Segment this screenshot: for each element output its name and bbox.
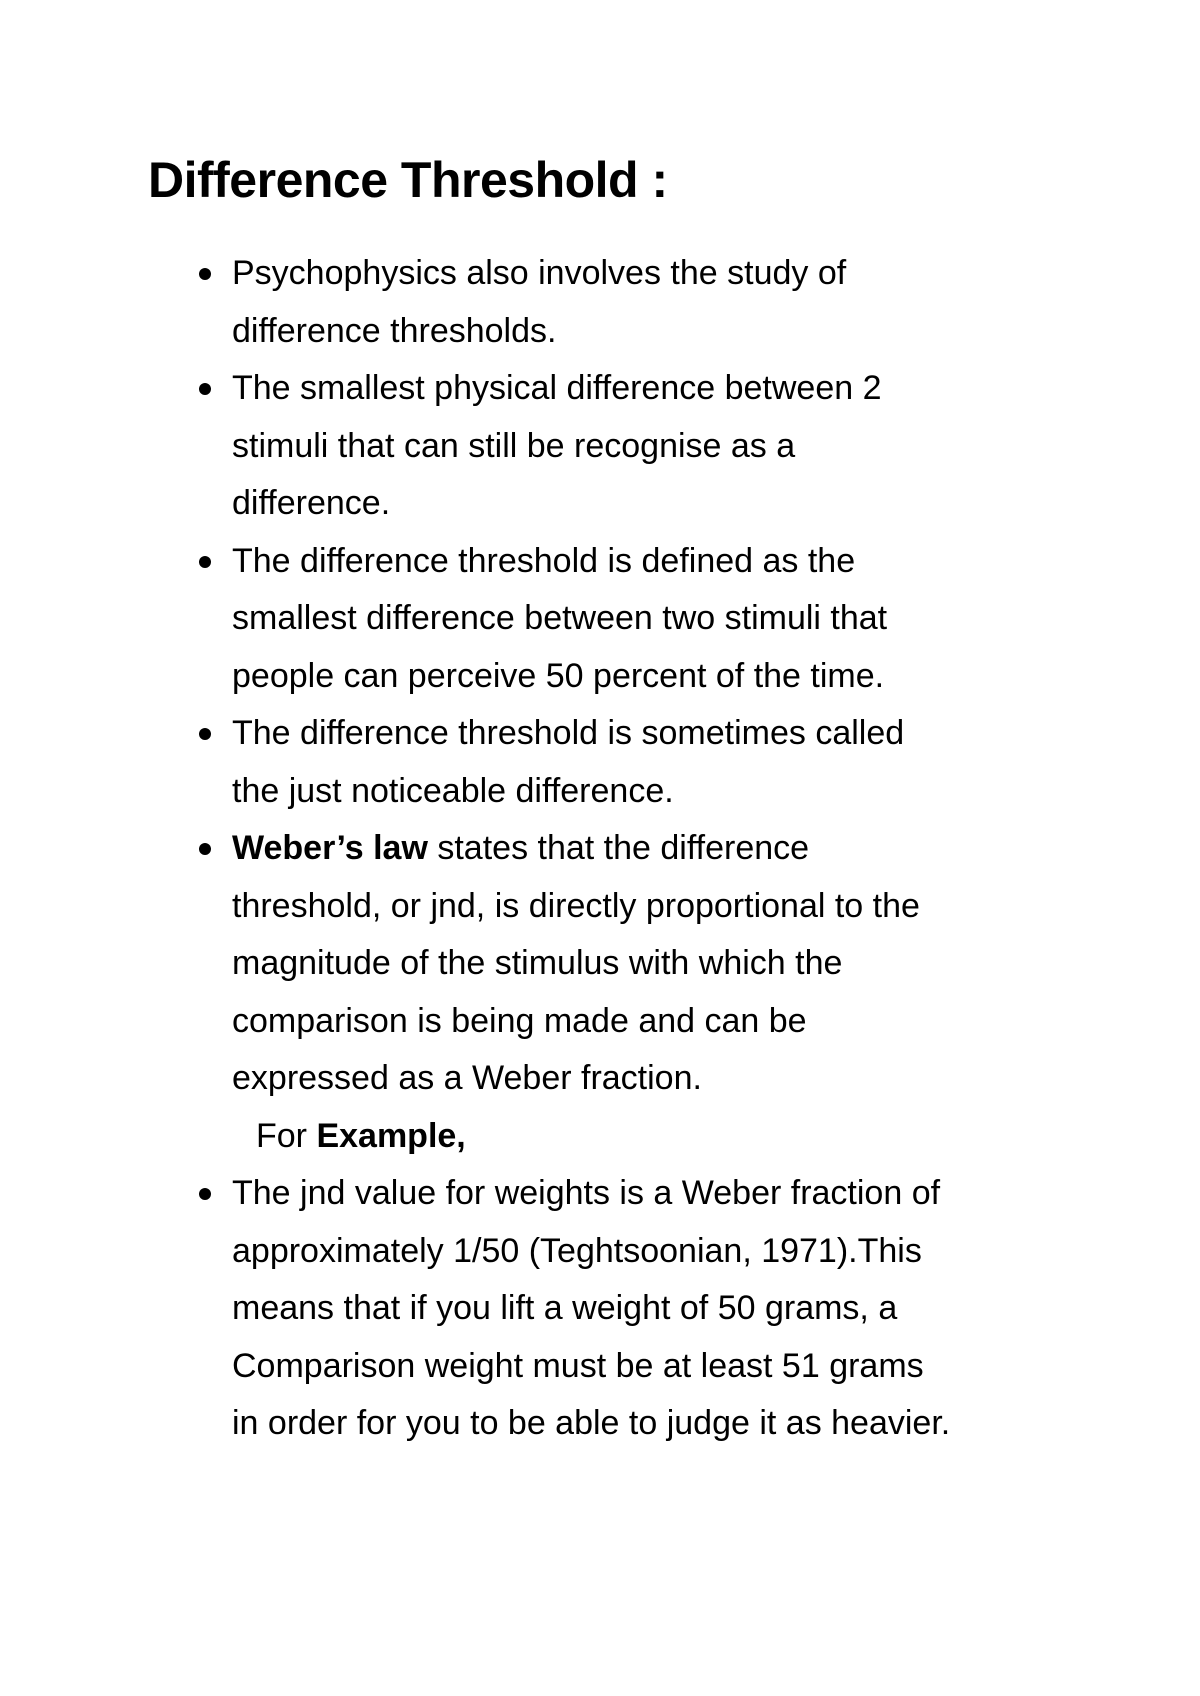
text-line: approximately 1/50 (Teghtsoonian, 1971).This xyxy=(232,1231,922,1270)
text-line: The smallest physical difference between 2 xyxy=(232,369,882,407)
list-item-webers-law xyxy=(232,820,1092,1108)
text-line: the just noticeable difference. xyxy=(232,771,674,810)
text-line: expressed as a Weber fraction. xyxy=(232,1059,702,1097)
example-heading xyxy=(232,1108,1092,1166)
text-line: threshold, or jnd, is directly proportional to the xyxy=(232,886,920,925)
webers-law-term: Weber’s law xyxy=(232,829,428,867)
bullet-list xyxy=(232,245,1092,1453)
text-line: Psychophysics also involves the study of xyxy=(232,254,847,292)
text-line: The difference threshold is defined as the xyxy=(232,541,856,580)
bullet-icon xyxy=(199,268,211,280)
text-line: means that if you lift a weight of 50 grams, a xyxy=(232,1289,898,1327)
text-line xyxy=(232,820,1092,878)
text-line: difference thresholds. xyxy=(232,311,557,350)
text-line: The jnd value for weights is a Weber fraction of xyxy=(232,1174,941,1212)
list-item xyxy=(232,1165,1092,1453)
list-item xyxy=(232,360,1092,533)
text-line: Comparison weight must be at least 51 grams xyxy=(232,1346,924,1385)
text-line: people can perceive 50 percent of the time. xyxy=(232,656,885,695)
text-line: difference. xyxy=(232,484,391,522)
text-line: in order for you to be able to judge it as heavier. xyxy=(232,1404,951,1442)
example-prefix: For xyxy=(256,1116,317,1155)
text-line: smallest difference between two stimuli that xyxy=(232,599,888,637)
list-item xyxy=(232,705,1092,820)
bullet-icon xyxy=(199,556,211,568)
text-fragment: states that the difference xyxy=(427,829,810,867)
list-item xyxy=(232,245,1092,360)
list-item xyxy=(232,533,1092,706)
text-line: stimuli that can still be recognise as a xyxy=(232,426,796,465)
text-line: comparison is being made and can be xyxy=(232,1001,807,1040)
bullet-icon xyxy=(199,383,211,395)
bullet-icon xyxy=(199,1188,211,1200)
text-line: The difference threshold is sometimes called xyxy=(232,714,905,752)
bullet-icon xyxy=(199,843,211,855)
bullet-icon xyxy=(199,728,211,740)
text-line: magnitude of the stimulus with which the xyxy=(232,944,843,982)
example-label: Example, xyxy=(316,1116,466,1155)
page-title: Difference Threshold : xyxy=(148,152,668,208)
